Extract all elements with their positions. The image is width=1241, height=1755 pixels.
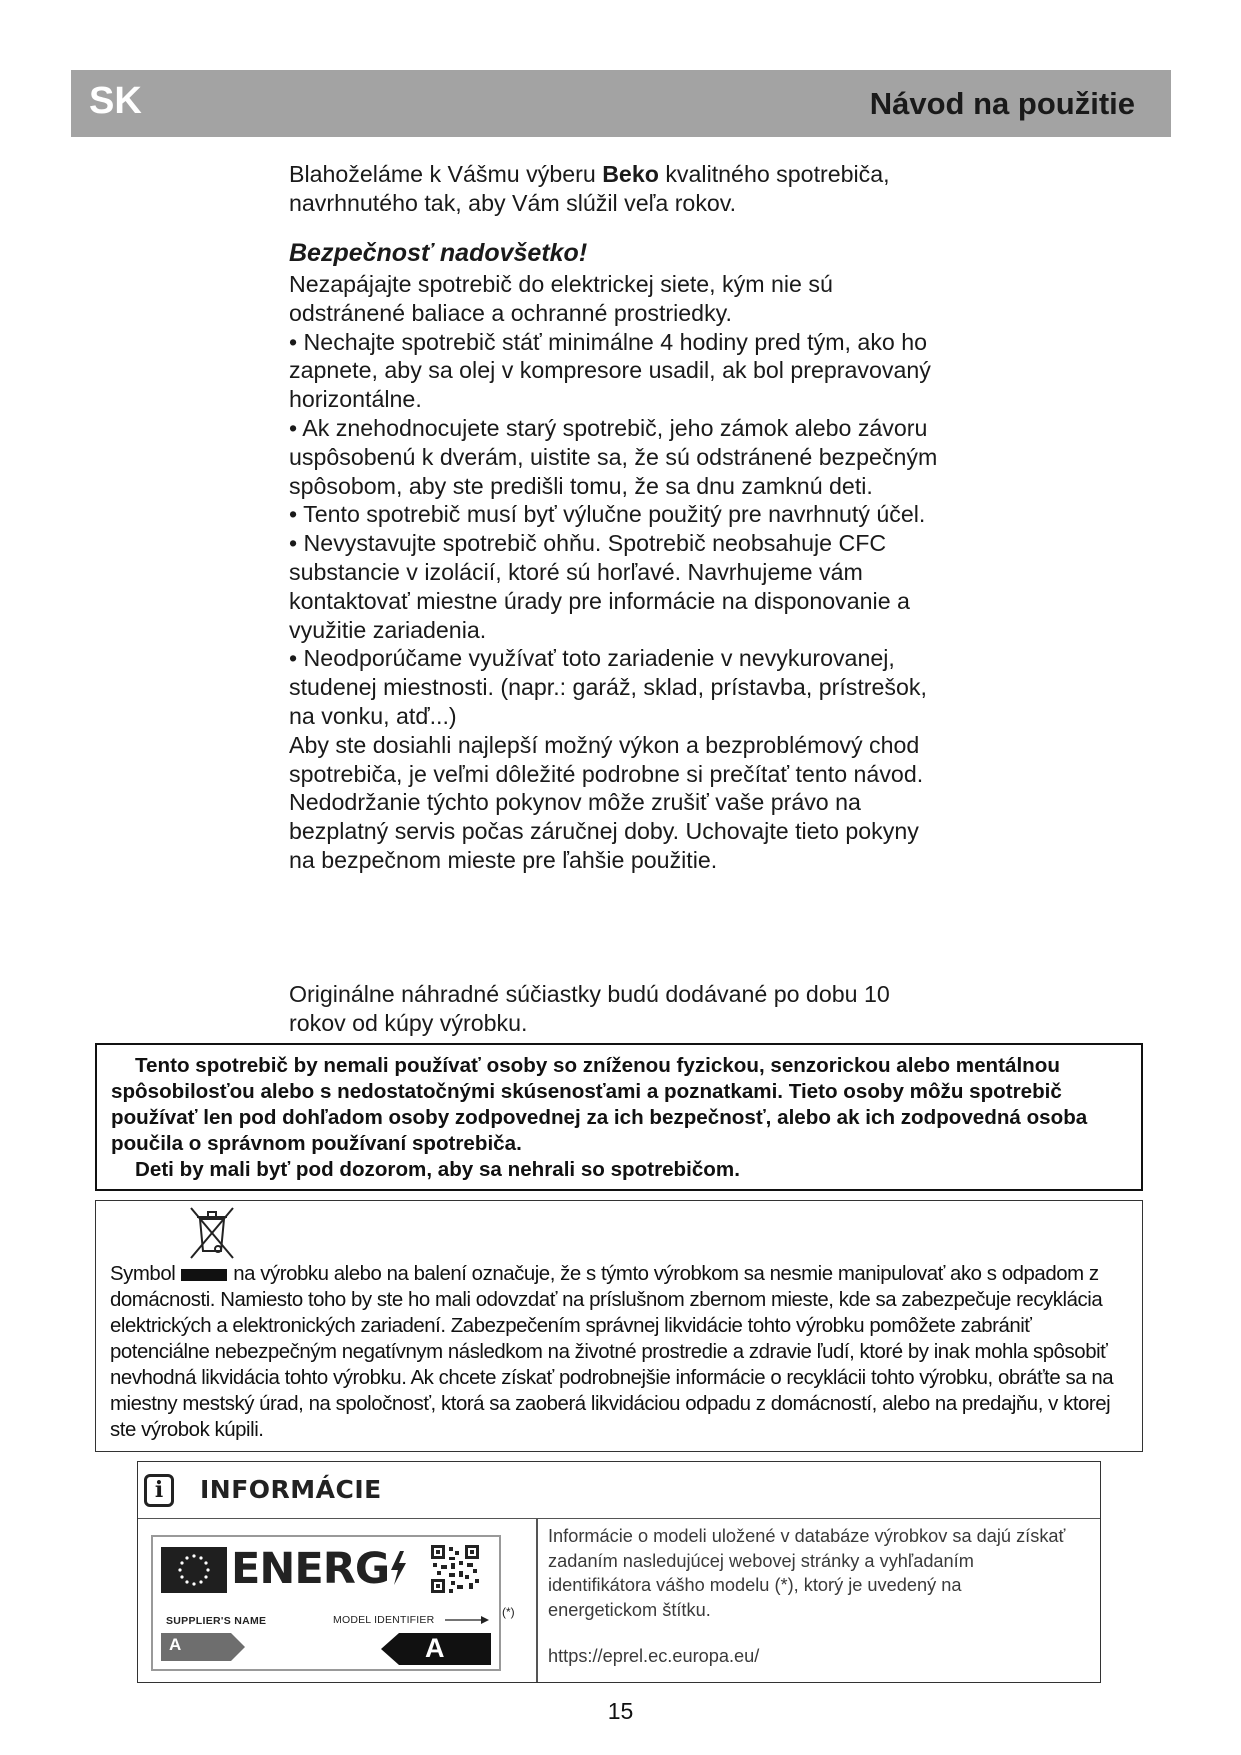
safety-paragraph: • Nevystavujte spotrebič ohňu. Spotrebič neobsahuje CFC substancie v izolácií, ktoré sú horľavé. Navrhujeme vám kontaktovať miestne úrady pre informácie na disponovanie a využitie zariadenia. <box>289 530 910 643</box>
weee-disposal-box <box>95 1200 1143 1452</box>
page-title: Návod na použitie <box>869 86 1135 121</box>
information-box <box>137 1461 1101 1683</box>
intro-text-end: kvalitného spotrebiča, navrhnutého tak, aby Vám slúžil veľa rokov. <box>289 161 890 216</box>
children-warning-text: Deti by mali byť pod dozorom, aby sa nehrali so spotrebičom. <box>135 1158 740 1181</box>
energy-label-illustration <box>151 1535 501 1671</box>
safety-paragraph: • Ak znehodnocujete starý spotrebič, jeho zámok alebo závoru uspôsobenú k dverám, uistite sa, že sú odstránené bezpečným spôsobom, aby ste predišli tomu, že sa dnu zamknú deti. <box>289 414 938 499</box>
safety-paragraph: • Neodporúčame využívať toto zariadenie v nevykurovanej, studenej miestnosti. (napr.: garáž, sklad, prístavba, prístrešok, na vonku, atď...) <box>289 645 927 729</box>
brand-name: Beko <box>602 161 659 187</box>
safety-paragraph: Aby ste dosiahli najlepší možný výkon a bezproblémový chod spotrebiča, je veľmi dôležité podrobne si prečítať tento návod. Nedodržanie týchto pokynov môže zrušiť vaše právo na bezplatný servis počas záručnej doby. Uchovajte tieto pokyny na bezpečnom mieste pre ľahšie použitie. <box>289 731 924 873</box>
supplier-name-label: SUPPLIER'S NAME <box>166 1615 267 1627</box>
warning-text: Tento spotrebič by nemali používať osoby so zníženou fyzickou, senzorickou alebo mentálnou spôsobilosťou alebo s nedostatočnými skúsenosťami a poznatkami. Tieto osoby môžu spotrebič používať len pod dohľadom osoby zodpovednej za ich bezpečnosť, alebo ak ich zodpovedná osoba poučila o správnom používaní spotrebiča. <box>111 1054 1088 1155</box>
weee-text: na výrobku alebo na balení označuje, že s týmto výrobkom sa nesmie manipulovať ako s odpadom z domácnosti. Namiesto toho by ste ho mali odovzdať na príslušnom zbernom mieste, kde sa zabezpečuje recyklácia elektrických a elektronických zariadení. Zabezpečením správnej likvidácie tohto výrobku pomôžete zabrániť potenciálne nebezpečným negatívnym následkom na životné prostredie a zdravie ľudí, ktoré by inak mohla spôsobiť nevhodná likvidácia tohto výrobku. Ak chcete získať podrobnejšie informácie o recyklácii tohto výrobku, obráťte sa na miestny mestský úrad, na spoločnosť, ktorá sa zaoberá likvidáciou odpadu z domácností, alebo na predajňu, v ktorej ste výrobok kúpili. <box>110 1263 1114 1441</box>
warning-box <box>95 1043 1143 1191</box>
information-title: INFORMÁCIE <box>200 1475 382 1504</box>
divider <box>536 1518 538 1682</box>
information-header <box>138 1462 1100 1519</box>
eu-flag-icon <box>161 1547 227 1593</box>
black-bar-icon <box>181 1269 227 1281</box>
language-code: SK <box>89 80 142 122</box>
spare-parts-note <box>289 980 949 1038</box>
big-class-letter: A <box>425 1633 445 1663</box>
energy-word <box>231 1543 407 1595</box>
asterisk-note: (*) <box>502 1605 515 1619</box>
safety-paragraph: • Tento spotrebič musí byť výlučne použitý pre navrhnutý účel. <box>289 501 926 528</box>
spare-parts-text: Originálne náhradné súčiastky budú dodávané po dobu 10 rokov od kúpy výrobku. <box>289 981 890 1036</box>
lightning-icon <box>389 1551 407 1585</box>
eprel-link[interactable]: https://eprel.ec.europa.eu/ <box>548 1646 760 1666</box>
intro-text-start: Blahoželáme k Vášmu výberu <box>289 161 603 187</box>
safety-heading: Bezpečnosť nadovšetko! <box>289 239 588 267</box>
crossed-bin-icon <box>188 1205 236 1261</box>
safety-section <box>289 238 949 875</box>
intro-paragraph <box>289 160 949 218</box>
model-identifier-label: MODEL IDENTIFIER <box>333 1614 435 1626</box>
safety-paragraph: • Nechajte spotrebič stáť minimálne 4 hodiny pred tým, ako ho zapnete, aby sa olej v kompresore usadil, ak bol prepravovaný horizontálne. <box>289 328 931 413</box>
arrow-icon <box>445 1615 489 1625</box>
safety-paragraph: Nezapájajte spotrebič do elektrickej siete, kým nie sú odstránené baliace a ochranné prostriedky. <box>289 271 833 326</box>
energy-word-text: ENERG <box>231 1544 390 1594</box>
symbol-word: Symbol <box>110 1263 176 1285</box>
qr-code-icon <box>431 1545 479 1593</box>
information-text-block <box>548 1524 1068 1669</box>
small-class-letter: A <box>169 1635 182 1654</box>
page-header <box>71 70 1171 137</box>
page-number: 15 <box>607 1698 634 1724</box>
info-icon: i <box>144 1474 174 1507</box>
information-text: Informácie o modeli uložené v databáze výrobkov sa dajú získať zadaním nasledujúcej webovej stránky a vyhľadaním identifikátora vášho modelu (*), ktorý je uvedený na energetickom štítku. <box>548 1526 1066 1620</box>
